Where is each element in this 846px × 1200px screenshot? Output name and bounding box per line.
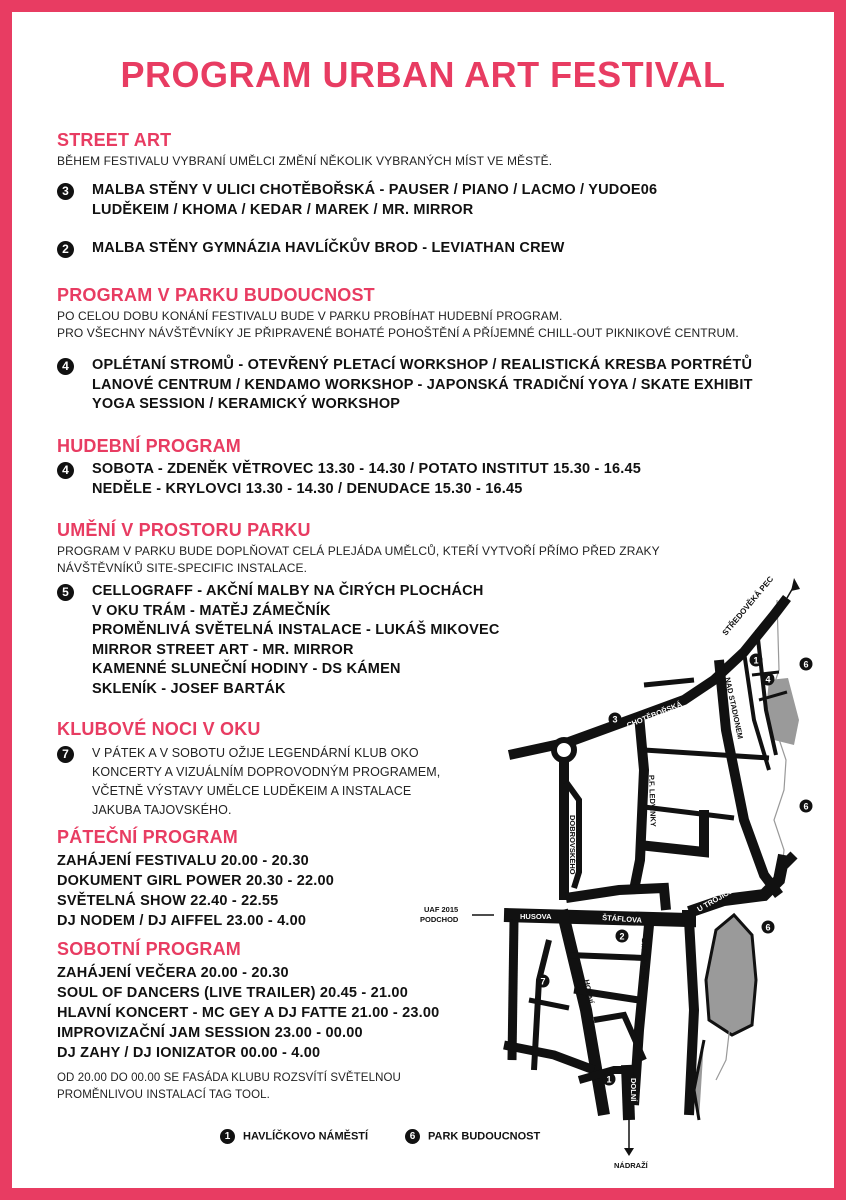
street-label: ŠTÁFLOVA xyxy=(601,913,643,925)
park-program-line: OPLÉTANÍ STROMŮ - OTEVŘENÝ PLETACÍ WORKSHOP / REALISTICKÁ KRESBA PORTRÉTŮ xyxy=(92,357,753,373)
street-label: CHOTĚBOŘSKÁ xyxy=(625,699,684,730)
svg-text:4: 4 xyxy=(765,674,771,685)
legend-label: HAVLÍČKOVO NÁMĚSTÍ xyxy=(243,1130,369,1143)
street-label: B.NĚMCOVÉ xyxy=(638,937,649,984)
friday-heading: PÁTEČNÍ PROGRAM xyxy=(57,827,239,847)
marker-6-icon: 6 xyxy=(405,1129,420,1144)
music-program-line: SOBOTA - ZDENĚK VĚTROVEC 13.30 - 14.30 / POTATO INSTITUT 15.30 - 16.45 xyxy=(92,461,642,477)
legend-item-1 xyxy=(220,1129,368,1144)
street-label: U TROJICE xyxy=(695,885,735,914)
svg-text:6: 6 xyxy=(803,659,809,670)
art-in-park-line: V OKU TRÁM - MATĚJ ZÁMEČNÍK xyxy=(92,602,331,619)
art-in-park-line: PROMĚNLIVÁ SVĚTELNÁ INSTALACE - LUKÁŠ MIKOVEC xyxy=(92,622,500,638)
map-marker-3 xyxy=(609,713,622,726)
street-label: DOLNÍ xyxy=(629,1078,638,1102)
marker-5-icon: 5 xyxy=(57,584,74,601)
svg-text:3: 3 xyxy=(612,714,618,725)
club-nights-text xyxy=(92,744,440,820)
street-label: NAD STADIONEM xyxy=(723,676,745,740)
marker-3-icon: 3 xyxy=(57,183,74,200)
saturday-heading: SOBOTNÍ PROGRAM xyxy=(57,939,242,959)
street-art-item-2-line: MALBA STĚNY GYMNÁZIA HAVLÍČKŮV BROD - LEVIATHAN CREW xyxy=(92,240,565,256)
saturday-line: SOUL OF DANCERS (LIVE TRAILER) 20.45 - 21.00 xyxy=(57,985,408,1001)
street-label: HUSOVA xyxy=(520,912,552,921)
map-marker-4 xyxy=(762,673,775,686)
friday-line: ZAHÁJENÍ FESTIVALU 20.00 - 20.30 xyxy=(57,853,309,869)
art-in-park-heading: UMĚNÍ V PROSTORU PARKU xyxy=(57,520,311,540)
music-program-line: NEDĚLE - KRYLOVCI 13.30 - 14.30 / DENUDACE 15.30 - 16.45 xyxy=(92,480,523,497)
park-program-line: YOGA SESSION / KERAMICKÝ WORKSHOP xyxy=(92,396,401,412)
street-art-item-3 xyxy=(92,181,657,220)
map-marker-6 xyxy=(800,800,813,813)
street-label: HORNÍ xyxy=(582,978,596,1005)
exit-label: UAF 2015 xyxy=(424,905,459,914)
map-marker-1-top xyxy=(750,654,763,667)
saturday-note-line: OD 20.00 DO 00.00 SE FASÁDA KLUBU ROZSVÍTÍ SVĚTELNOU xyxy=(57,1072,401,1084)
marker-4-icon: 4 xyxy=(57,462,74,479)
map-marker-6 xyxy=(800,658,813,671)
svg-text:6: 6 xyxy=(765,922,771,933)
page-title: PROGRAM URBAN ART FESTIVAL xyxy=(120,54,726,95)
map-marker-6 xyxy=(762,921,775,934)
legend-label: PARK BUDOUCNOST xyxy=(428,1130,541,1143)
friday-line: DOKUMENT GIRL POWER 20.30 - 22.00 xyxy=(57,873,335,889)
club-nights-line: KONCERTY A VIZUÁLNÍM DOPROVODNÝM PROGRAMEM, xyxy=(92,765,441,779)
saturday-line: HLAVNÍ KONCERT - MC GEY A DJ FATTE 21.00 - 23.00 xyxy=(57,1005,440,1021)
street-art-item-3-line: LUDĚKEIM / KHOMA / KEDAR / MAREK / MR. MIRROR xyxy=(92,201,474,218)
street-art-item-3-line: MALBA STĚNY V ULICI CHOTĚBOŘSKÁ - PAUSER / PIANO / LACMO / YUDOE06 xyxy=(92,182,658,198)
park-program-heading: PROGRAM V PARKU BUDOUCNOST xyxy=(57,285,375,305)
marker-4-icon: 4 xyxy=(57,358,74,375)
art-in-park-intro-line: NÁVŠTĚVNÍKŮ SITE-SPECIFIC INSTALACE. xyxy=(57,561,308,575)
art-in-park-items xyxy=(92,582,500,699)
club-nights-line: JAKUBA TAJOVSKÉHO. xyxy=(92,803,232,817)
saturday-note-line: PROMĚNLIVOU INSTALACÍ TAG TOOL. xyxy=(57,1089,270,1101)
marker-2-icon: 2 xyxy=(57,241,74,258)
street-label: P.F. LEDVINKY xyxy=(647,774,658,828)
friday-line: SVĚTELNÁ SHOW 22.40 - 22.55 xyxy=(57,893,279,909)
saturday-line: IMPROVIZAČNÍ JAM SESSION 23.00 - 00.00 xyxy=(57,1025,363,1041)
svg-text:2: 2 xyxy=(619,931,625,942)
poster xyxy=(12,12,834,1188)
exit-label: PODCHOD xyxy=(420,915,459,924)
art-in-park-line: KAMENNÉ SLUNEČNÍ HODINY - DS KÁMEN xyxy=(92,661,401,677)
park-program-items xyxy=(92,356,753,415)
svg-text:7: 7 xyxy=(540,976,546,987)
exit-label: NÁDRAŽÍ xyxy=(614,1161,648,1170)
art-in-park-line: SKLENÍK - JOSEF BARTÁK xyxy=(92,680,286,697)
park-program-intro-line: PRO VŠECHNY NÁVŠTĚVNÍKY JE PŘIPRAVENÉ BOHATÉ POHOŠTĚNÍ A PŘÍJEMNÉ CHILL-OUT PIKNIKOVÉ CENTRUM. xyxy=(57,326,739,340)
saturday-line: DJ ZAHY / DJ IONIZATOR 00.00 - 4.00 xyxy=(57,1045,321,1061)
art-in-park-line: CELLOGRAFF - AKČNÍ MALBY NA ČIRÝCH PLOCHÁCH xyxy=(92,583,484,599)
club-nights-line: V PÁTEK A V SOBOTU OŽIJE LEGENDÁRNÍ KLUB OKO xyxy=(92,746,419,760)
marker-7-icon: 7 xyxy=(57,746,74,763)
friday-line: DJ NODEM / DJ AIFFEL 23.00 - 4.00 xyxy=(57,913,307,929)
club-nights-line: VČETNĚ VÝSTAVY UMĚLCE LUDĚKEIM A INSTALACE xyxy=(92,784,412,798)
pond-lower xyxy=(706,915,756,1035)
svg-text:1: 1 xyxy=(606,1074,612,1085)
saturday-items xyxy=(57,963,439,1063)
music-program-items xyxy=(92,460,641,499)
map-marker-2 xyxy=(616,930,629,943)
park-program-line: LANOVÉ CENTRUM / KENDAMO WORKSHOP - JAPONSKÁ TRADIČNÍ YOYA / SKATE EXHIBIT xyxy=(92,376,753,393)
saturday-note xyxy=(57,1070,401,1104)
street-art-item-2 xyxy=(92,239,565,259)
park-program-intro-line: PO CELOU DOBU KONÁNÍ FESTIVALU BUDE V PARKU PROBÍHAT HUDEBNÍ PROGRAM. xyxy=(57,309,563,323)
map-marker-1 xyxy=(603,1073,616,1086)
club-nights-heading: KLUBOVÉ NOCI V OKU xyxy=(57,719,261,739)
art-in-park-line: MIRROR STREET ART - MR. MIRROR xyxy=(92,641,354,658)
friday-items xyxy=(57,851,334,931)
art-in-park-intro-line: PROGRAM V PARKU BUDE DOPLŇOVAT CELÁ PLEJÁDA UMĚLCŮ, KTEŘÍ VYTVOŘÍ PŘÍMO PŘED ZRAKY xyxy=(57,544,660,558)
saturday-line: ZAHÁJENÍ VEČERA 20.00 - 20.30 xyxy=(57,965,289,981)
park-program-intro xyxy=(57,308,739,342)
svg-text:6: 6 xyxy=(803,801,809,812)
street-label: STŘEDOVĚKÁ PEC xyxy=(720,574,776,638)
map-marker-7 xyxy=(537,975,550,988)
street-art-heading: STREET ART xyxy=(57,130,172,150)
svg-text:1: 1 xyxy=(753,655,759,666)
music-program-heading: HUDEBNÍ PROGRAM xyxy=(57,436,242,456)
street-art-intro: BĚHEM FESTIVALU VYBRANÍ UMĚLCI ZMĚNÍ NĚKOLIK VYBRANÝCH MÍST VE MĚSTĚ. xyxy=(57,154,553,168)
street-label: DOBROVSKÉHO xyxy=(568,815,577,875)
marker-1-icon: 1 xyxy=(220,1129,235,1144)
